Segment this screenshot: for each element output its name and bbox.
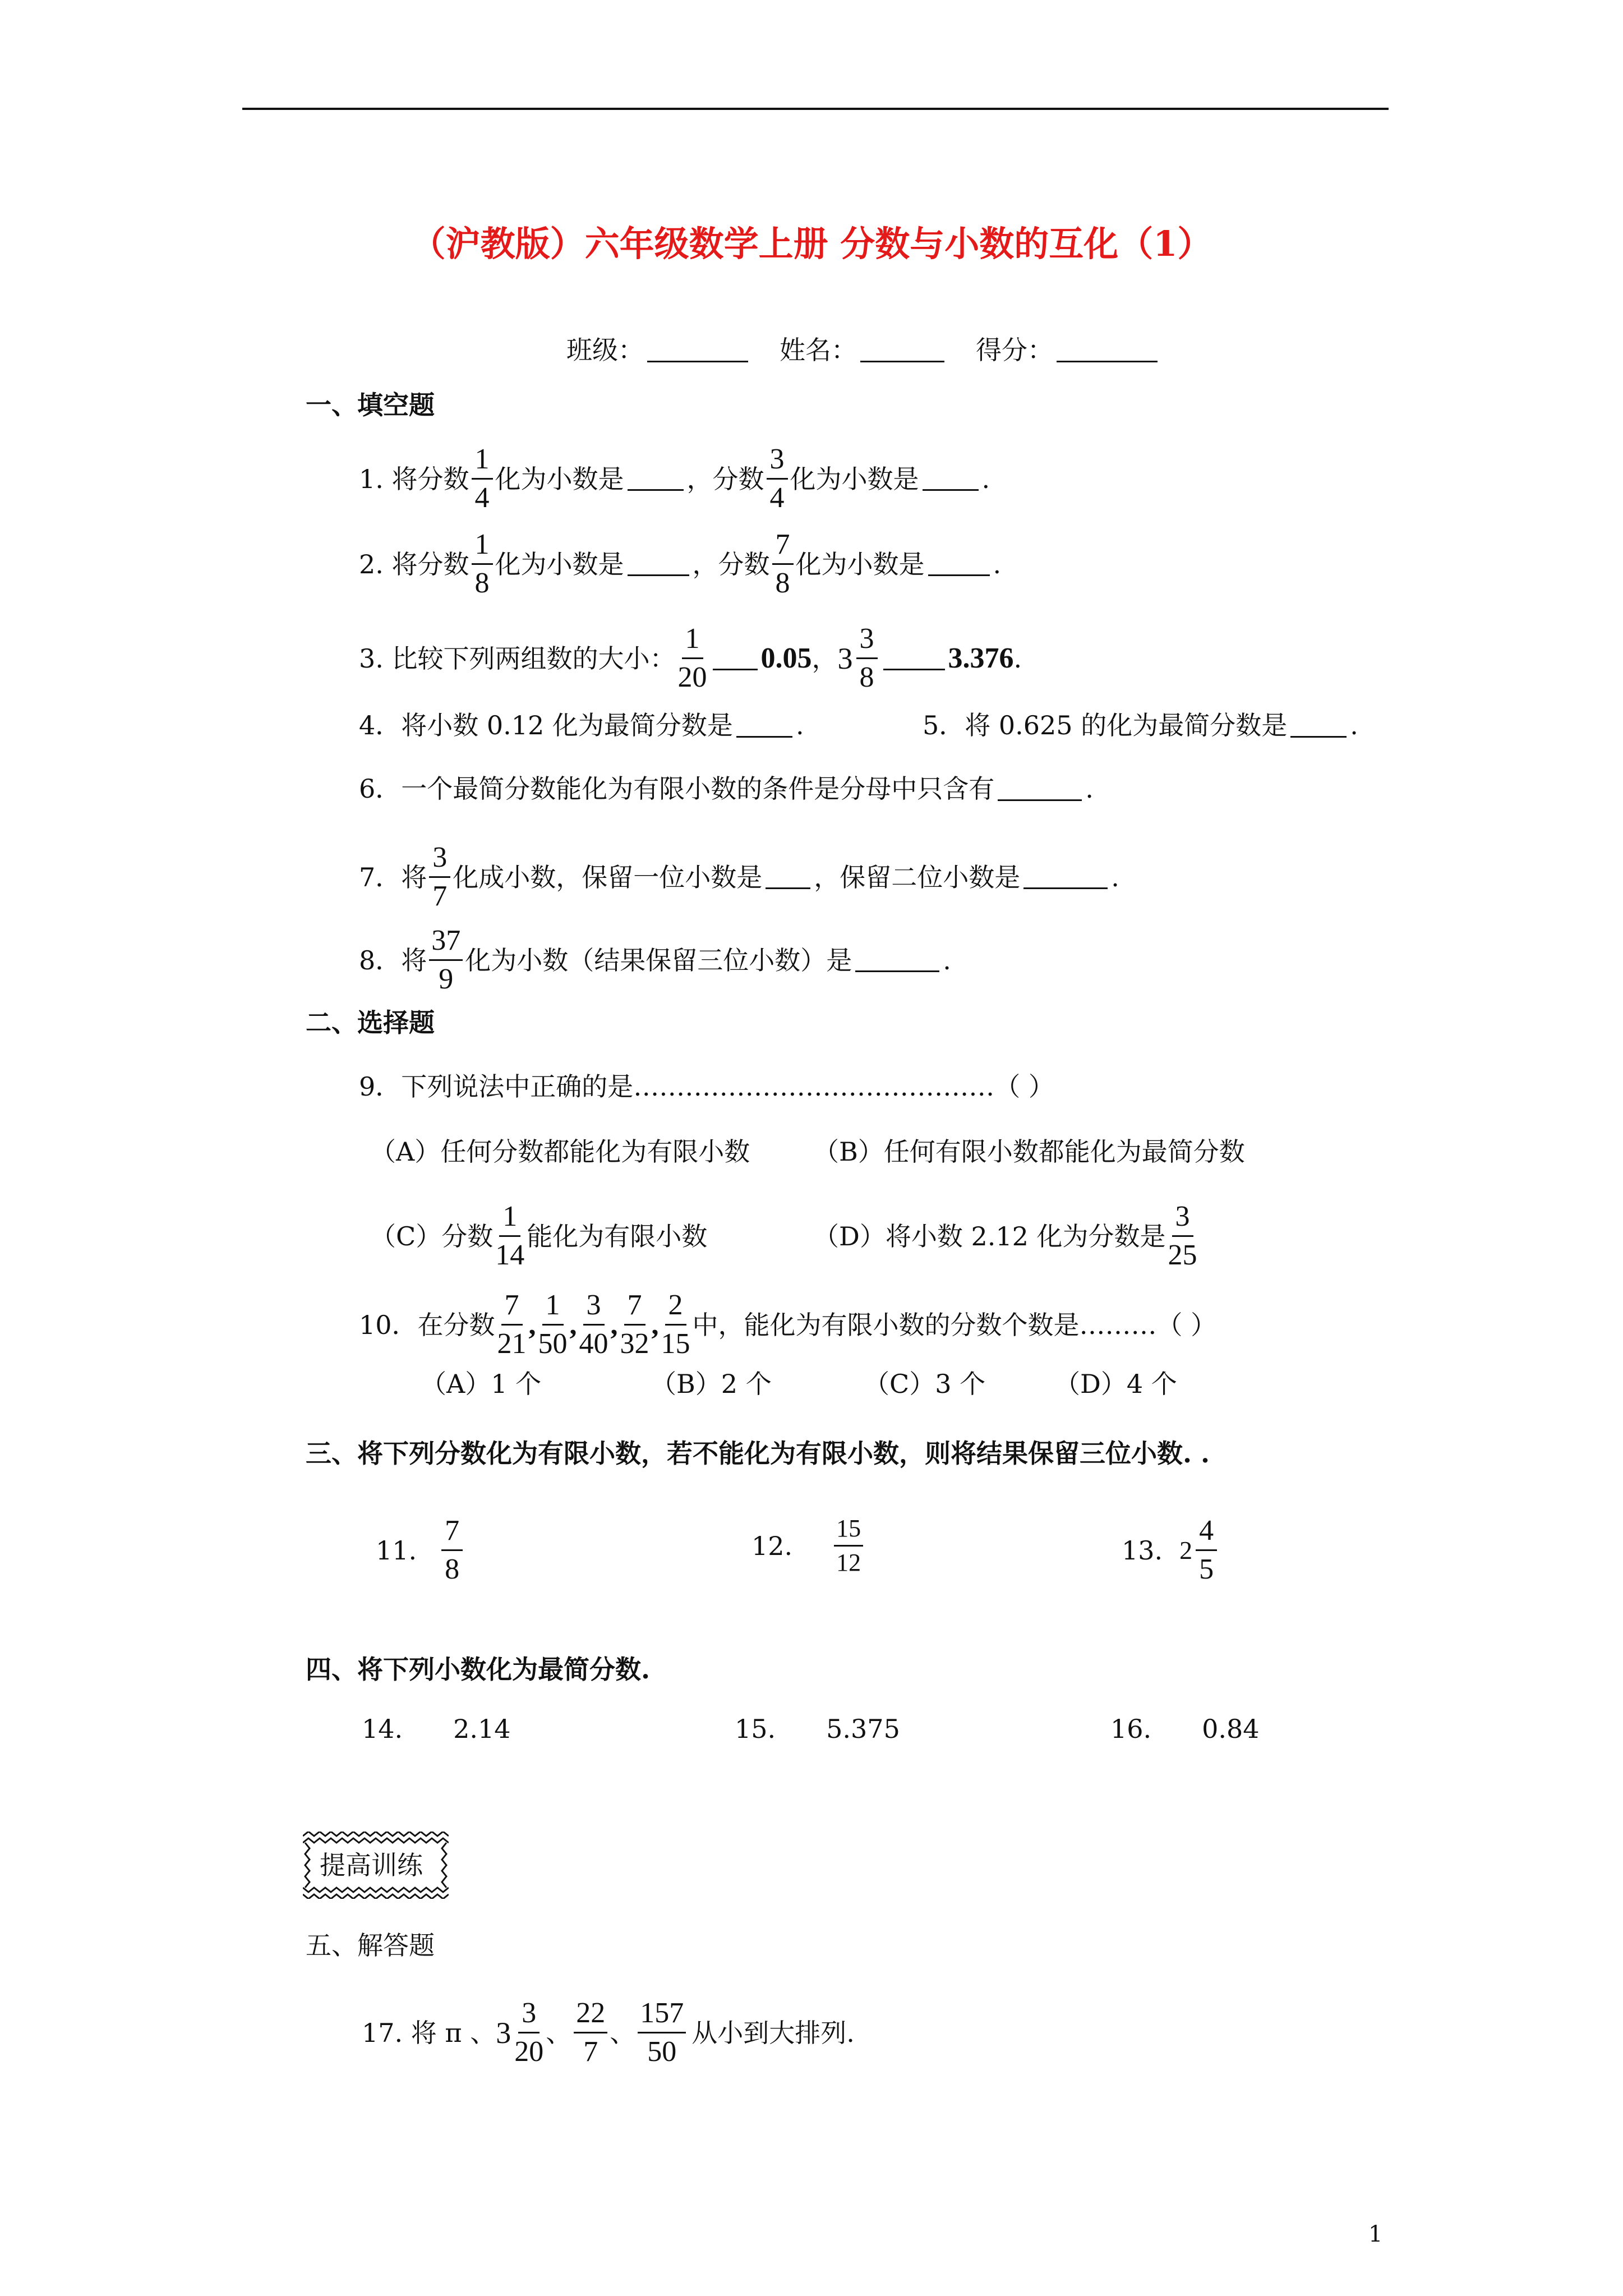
question-10-option-b[interactable]: （B）2 个 xyxy=(651,1369,772,1399)
question-14 xyxy=(362,1712,511,1746)
denominator: 40 xyxy=(579,1328,608,1360)
score-label: 得分： xyxy=(976,335,1053,365)
q3-fraction-2 xyxy=(856,623,878,694)
name-field[interactable] xyxy=(860,338,944,362)
q10-fraction-2 xyxy=(538,1289,568,1360)
denominator: 4 xyxy=(769,482,785,514)
question-16 xyxy=(1110,1712,1260,1746)
q4-text: 4．将小数 0.12 化为最简分数是 xyxy=(359,710,733,740)
q1-dot: . xyxy=(981,463,990,494)
q5-answer-blank[interactable] xyxy=(1290,714,1347,738)
question-15 xyxy=(735,1712,900,1746)
q3-whole: 3 xyxy=(837,641,853,675)
q1-prefix: 1. 将分数 xyxy=(359,463,469,494)
question-10-option-d[interactable]: （D）4 个 xyxy=(1054,1369,1177,1399)
q16-value: 0.84 xyxy=(1202,1714,1260,1744)
q14-value: 2.14 xyxy=(453,1714,511,1744)
question-6 xyxy=(359,772,1094,806)
numerator: 3 xyxy=(856,623,878,659)
q1-mid: 化为小数是 xyxy=(495,463,624,494)
denominator: 7 xyxy=(432,880,448,912)
question-5 xyxy=(923,708,1358,742)
denominator: 12 xyxy=(836,1549,861,1576)
denominator: 50 xyxy=(538,1328,568,1360)
q10-prefix: 10．在分数 xyxy=(359,1309,495,1340)
numerator: 157 xyxy=(638,1997,686,2033)
q3-value-1: 0.05 xyxy=(760,642,812,674)
question-13 xyxy=(1122,1515,1219,1586)
question-4 xyxy=(359,708,804,742)
header-rule xyxy=(242,108,1389,110)
q5-dot: . xyxy=(1350,710,1358,740)
denominator: 25 xyxy=(1168,1239,1197,1271)
q6-answer-blank[interactable] xyxy=(998,777,1082,801)
q9c-end: 能化为有限小数 xyxy=(527,1221,708,1251)
question-12 xyxy=(751,1515,865,1577)
q1-answer-blank-2[interactable] xyxy=(923,467,979,491)
q7-dot: . xyxy=(1111,862,1119,892)
question-10-option-c[interactable]: （C）3 个 xyxy=(864,1369,986,1399)
q2-fraction-2 xyxy=(772,528,794,600)
score-field[interactable] xyxy=(1057,338,1158,362)
q17-prefix: 17. 将 π 、 xyxy=(362,2017,496,2048)
numerator: 3 xyxy=(1172,1200,1193,1237)
question-9-option-b[interactable]: （B）任何有限小数都能化为最简分数 xyxy=(813,1137,1245,1167)
question-7 xyxy=(359,841,1119,913)
q2-end: 化为小数是 xyxy=(795,549,925,579)
student-info xyxy=(566,333,1161,367)
q7-fraction xyxy=(429,841,450,913)
q9d-prefix: （D）将小数 2.12 化为分数是 xyxy=(813,1221,1166,1251)
q9c-prefix: （C）分数 xyxy=(370,1221,494,1251)
question-10 xyxy=(359,1289,1216,1360)
q1-end: 化为小数是 xyxy=(790,463,919,494)
q13-whole: 2 xyxy=(1179,1535,1193,1565)
numerator: 3 xyxy=(518,1997,540,2033)
denominator: 8 xyxy=(445,1553,460,1585)
numerator: 1 xyxy=(682,623,703,659)
question-9-option-d[interactable] xyxy=(813,1200,1200,1272)
question-9-option-c[interactable] xyxy=(370,1200,707,1272)
q10-comma: , xyxy=(528,1308,536,1341)
q8-mid: 化为小数（结果保留三位小数）是 xyxy=(465,945,852,976)
section-heading-3: 三、将下列分数化为有限小数，若不能化为有限小数，则将结果保留三位小数. . xyxy=(306,1438,1210,1469)
q1-sep: ，分数 xyxy=(686,463,764,494)
q3-value-2: 3.376 xyxy=(948,642,1014,674)
q17-end: 从小到大排列. xyxy=(691,2017,855,2048)
question-10-option-a[interactable]: （A）1 个 xyxy=(421,1369,542,1399)
q12-fraction xyxy=(834,1515,863,1577)
q7-mid: 化成小数，保留一位小数是 xyxy=(453,862,763,892)
q6-dot: . xyxy=(1085,774,1094,804)
q6-text: 6．一个最简分数能化为有限小数的条件是分母中只含有 xyxy=(359,774,995,804)
q11-fraction xyxy=(441,1515,463,1586)
question-3 xyxy=(359,623,1022,694)
page-number: 1 xyxy=(1368,2221,1383,2247)
question-9-stem: 9．下列说法中正确的是……………………………………（ ） xyxy=(359,1071,1054,1102)
numerator: 2 xyxy=(665,1289,686,1326)
q10-comma: , xyxy=(651,1308,659,1341)
advanced-training-badge xyxy=(303,1832,449,1899)
denominator: 20 xyxy=(677,661,707,693)
q7-prefix: 7．将 xyxy=(359,862,427,892)
q11-label: 11. xyxy=(376,1535,417,1566)
q3-dot: . xyxy=(1013,643,1022,674)
numerator: 3 xyxy=(429,841,450,878)
numerator: 3 xyxy=(583,1289,605,1326)
q10-end: 中，能化为有限小数的分数个数是………（ ） xyxy=(692,1309,1217,1340)
denominator: 4 xyxy=(474,482,490,514)
question-9-option-a[interactable]: （A）任何分数都能化为有限小数 xyxy=(370,1137,750,1167)
q3-fraction-1 xyxy=(678,623,707,694)
section-heading-1: 一、填空题 xyxy=(306,390,435,420)
q17-whole: 3 xyxy=(496,2016,511,2050)
q8-answer-blank[interactable] xyxy=(855,948,939,972)
q16-label: 16. xyxy=(1110,1714,1152,1744)
q8-prefix: 8．将 xyxy=(359,945,427,976)
denominator: 5 xyxy=(1199,1553,1214,1585)
numerator: 1 xyxy=(542,1289,564,1326)
q3-compare-blank-2[interactable] xyxy=(883,646,945,670)
q3-prefix: 3. 比较下列两组数的大小： xyxy=(359,643,676,674)
q4-dot: . xyxy=(795,710,804,740)
section-heading-2: 二、选择题 xyxy=(306,1007,435,1038)
question-1 xyxy=(359,443,990,514)
question-8 xyxy=(359,924,951,996)
numerator: 1 xyxy=(472,443,493,480)
q8-dot: . xyxy=(943,945,951,976)
q10-fraction-1 xyxy=(497,1289,527,1360)
denominator: 8 xyxy=(775,567,790,599)
numerator: 7 xyxy=(441,1515,463,1551)
q17-fraction-2 xyxy=(574,1997,607,2068)
q3-compare-blank-1[interactable] xyxy=(713,646,758,670)
q10-comma: , xyxy=(569,1308,577,1341)
numerator: 1 xyxy=(472,528,493,565)
q13-fraction xyxy=(1196,1515,1217,1586)
q10-fraction-3 xyxy=(579,1289,608,1360)
q17-fraction-1 xyxy=(514,1997,543,2068)
q2-prefix: 2. 将分数 xyxy=(359,549,469,579)
q1-fraction-1 xyxy=(472,443,493,514)
q15-value: 5.375 xyxy=(826,1714,900,1744)
class-field[interactable] xyxy=(647,338,748,362)
q15-label: 15. xyxy=(735,1714,776,1744)
q2-sep: ，分数 xyxy=(692,549,770,579)
numerator: 15 xyxy=(834,1515,863,1547)
section-heading-5: 五、解答题 xyxy=(306,1930,435,1961)
numerator: 22 xyxy=(574,1997,607,2033)
numerator: 4 xyxy=(1196,1515,1217,1551)
q14-label: 14. xyxy=(362,1714,403,1744)
question-2 xyxy=(359,528,1001,600)
q17-sep-2: 、 xyxy=(610,2017,636,2048)
denominator: 8 xyxy=(859,661,874,693)
q9d-fraction xyxy=(1168,1200,1197,1272)
denominator: 7 xyxy=(583,2036,598,2068)
q7-sep: ，保留二位小数是 xyxy=(814,862,1021,892)
q13-label: 13. xyxy=(1122,1535,1163,1566)
denominator: 14 xyxy=(495,1239,525,1271)
q2-answer-blank-1[interactable] xyxy=(628,552,689,576)
numerator: 7 xyxy=(624,1289,645,1326)
question-11 xyxy=(376,1515,465,1586)
denominator: 32 xyxy=(620,1328,649,1360)
q2-fraction-1 xyxy=(472,528,493,600)
q10-fraction-4 xyxy=(620,1289,649,1360)
question-17 xyxy=(362,1997,855,2068)
numerator: 37 xyxy=(429,924,463,961)
q2-dot: . xyxy=(993,549,1002,579)
q10-fraction-5 xyxy=(661,1289,690,1360)
q5-text: 5．将 0.625 的化为最简分数是 xyxy=(923,710,1288,740)
denominator: 15 xyxy=(661,1328,690,1360)
q8-fraction xyxy=(429,924,463,996)
denominator: 9 xyxy=(439,963,454,995)
section-heading-4: 四、将下列小数化为最简分数. xyxy=(306,1654,651,1685)
denominator: 21 xyxy=(497,1328,527,1360)
q17-sep-1: 、 xyxy=(546,2017,572,2048)
q2-answer-blank-2[interactable] xyxy=(928,552,990,576)
q1-fraction-2 xyxy=(767,443,788,514)
page-title: （沪教版）六年级数学上册 分数与小数的互化（1） xyxy=(411,223,1212,264)
badge-label: 提高训练 xyxy=(320,1848,423,1882)
q12-label: 12. xyxy=(751,1530,793,1561)
q7-answer-blank-2[interactable] xyxy=(1023,865,1108,889)
q2-mid: 化为小数是 xyxy=(495,549,624,579)
class-label: 班级： xyxy=(566,335,644,365)
q3-comma: ， xyxy=(811,643,838,674)
denominator: 8 xyxy=(474,567,490,599)
denominator: 20 xyxy=(514,2036,544,2068)
denominator: 50 xyxy=(647,2036,677,2068)
q1-answer-blank-1[interactable] xyxy=(628,467,684,491)
q9c-fraction xyxy=(495,1200,524,1272)
numerator: 7 xyxy=(501,1289,523,1326)
q7-answer-blank-1[interactable] xyxy=(766,865,810,889)
numerator: 3 xyxy=(767,443,788,480)
numerator: 7 xyxy=(772,528,794,565)
q17-fraction-3 xyxy=(638,1997,686,2068)
name-label: 姓名： xyxy=(780,335,857,365)
numerator: 1 xyxy=(499,1200,520,1237)
q10-comma: , xyxy=(610,1308,618,1341)
q4-answer-blank[interactable] xyxy=(736,714,792,738)
